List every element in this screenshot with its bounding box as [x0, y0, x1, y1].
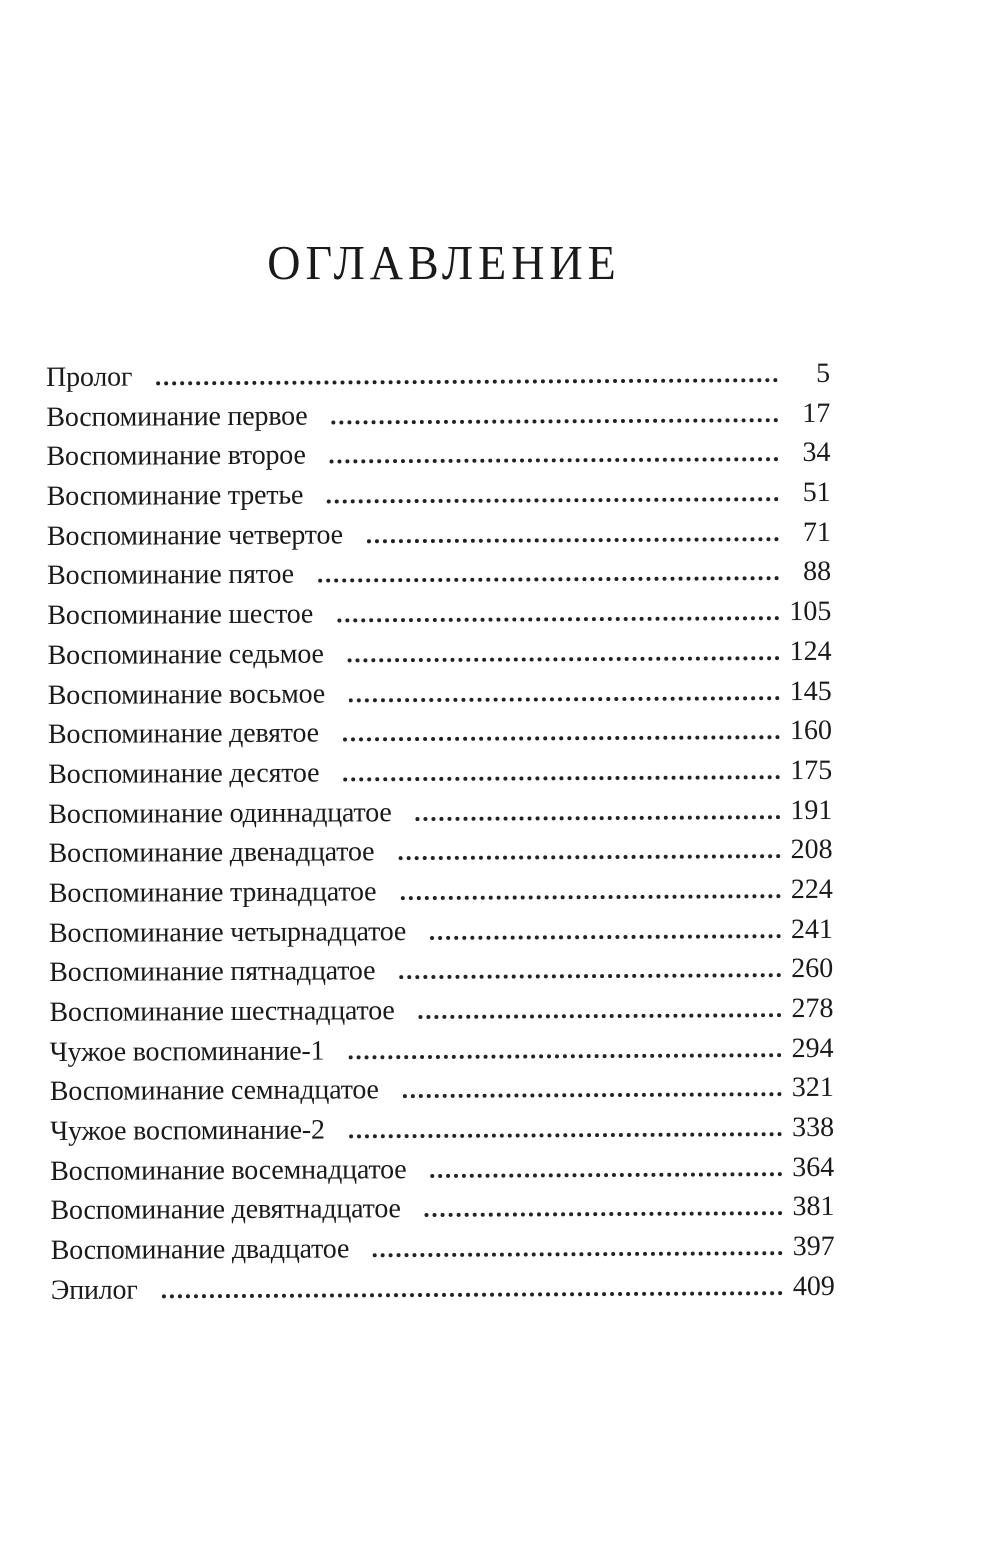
dot-leader: [399, 972, 781, 979]
toc-entry-label: Пролог: [46, 361, 133, 393]
dot-leader: [327, 496, 779, 503]
toc-entry-page-number: 321: [791, 1072, 834, 1104]
toc-entry: [46, 394, 830, 438]
toc-entry-label: Воспоминание третье: [46, 479, 304, 513]
toc-entry-page-number: 175: [790, 754, 833, 786]
toc-entry: [47, 592, 831, 636]
toc-entry-label: Воспоминание седьмое: [47, 638, 324, 671]
toc-entry: [48, 790, 832, 834]
toc-entry-label: Воспоминание семнадцатое: [49, 1074, 379, 1108]
dot-leader: [425, 1211, 783, 1218]
toc-entry: [49, 870, 833, 914]
toc-entry-label: Воспоминание восемнадцатое: [50, 1153, 407, 1187]
toc-entry: [48, 711, 832, 755]
toc-entry-label: Воспоминание двадцатое: [50, 1233, 350, 1267]
dot-leader: [349, 695, 780, 702]
toc-entry: [46, 354, 830, 398]
dot-leader: [349, 1131, 782, 1138]
toc-entry: [46, 433, 830, 477]
toc-entry: [49, 910, 833, 954]
toc-entry-page-number: 5: [816, 357, 831, 389]
toc-entry-label: Эпилог: [50, 1274, 138, 1306]
toc-entry: [50, 1068, 834, 1112]
toc-entry-page-number: 71: [802, 516, 832, 548]
toc-entry-label: Воспоминание четвертое: [46, 519, 343, 552]
table-of-contents: [46, 354, 835, 1311]
toc-entry-page-number: 241: [790, 913, 834, 945]
page-title: ОГЛАВЛЕНИЕ: [267, 235, 621, 290]
toc-entry-label: Воспоминание первое: [46, 400, 308, 433]
toc-entry-label: Воспоминание пятнадцатое: [49, 955, 376, 989]
toc-entry-label: Воспоминание шестое: [47, 598, 314, 632]
toc-entry-label: Воспоминание шестнадцатое: [49, 995, 395, 1028]
toc-entry-page-number: 105: [789, 596, 832, 628]
dot-leader: [330, 457, 779, 464]
dot-leader: [416, 814, 781, 821]
toc-entry: [51, 1267, 835, 1311]
dot-leader: [343, 734, 780, 741]
toc-entry-page-number: 160: [789, 715, 833, 747]
toc-entry-page-number: 224: [790, 873, 833, 906]
toc-entry: [48, 751, 832, 795]
dot-leader: [348, 1052, 781, 1059]
toc-entry-label: Воспоминание пятое: [47, 559, 294, 592]
toc-entry-page-number: 294: [791, 1032, 834, 1064]
dot-leader: [373, 1250, 783, 1257]
toc-entry-page-number: 409: [792, 1270, 835, 1302]
toc-entry-label: Воспоминание девятнадцатое: [50, 1193, 401, 1227]
toc-entry-label: Воспоминание десятое: [48, 757, 320, 790]
toc-entry: [51, 1227, 835, 1271]
toc-entry: [50, 1029, 834, 1073]
toc-entry: [47, 513, 831, 557]
toc-entry: [50, 1148, 834, 1192]
toc-entry: [49, 989, 833, 1033]
dot-leader: [318, 576, 779, 583]
toc-entry-label: Воспоминание второе: [46, 440, 306, 473]
toc-entry-page-number: 191: [790, 794, 833, 826]
toc-entry-page-number: 34: [802, 437, 831, 469]
toc-entry-page-number: 51: [802, 476, 831, 509]
toc-entry: [50, 1108, 834, 1152]
toc-entry: [47, 552, 831, 596]
toc-entry-label: Чужое воспоминание-1: [49, 1035, 325, 1068]
toc-entry-label: Воспоминание двенадцатое: [48, 836, 375, 870]
toc-entry-page-number: 381: [792, 1191, 835, 1223]
toc-entry-page-number: 260: [791, 953, 834, 985]
dot-leader: [430, 933, 781, 940]
toc-entry-label: Воспоминание девятое: [47, 717, 319, 751]
dot-leader: [332, 417, 779, 424]
dot-leader: [398, 853, 780, 860]
dot-leader: [343, 774, 780, 781]
dot-leader: [337, 615, 779, 622]
toc-entry-page-number: 338: [791, 1111, 835, 1144]
toc-entry-page-number: 88: [803, 556, 832, 588]
toc-entry-page-number: 208: [790, 834, 833, 866]
dot-leader: [367, 536, 779, 543]
dot-leader: [162, 1290, 783, 1298]
toc-entry: [48, 830, 832, 874]
toc-entry-page-number: 397: [792, 1231, 835, 1263]
toc-entry-page-number: 145: [789, 675, 832, 707]
toc-entry: [47, 473, 831, 517]
toc-entry-page-number: 124: [789, 635, 832, 667]
toc-entry-label: Воспоминание четырнадцатое: [48, 915, 407, 949]
toc-entry: [47, 632, 831, 676]
toc-entry: [48, 671, 832, 715]
dot-leader: [156, 377, 778, 385]
dot-leader: [348, 655, 780, 662]
toc-entry-page-number: 17: [802, 397, 831, 429]
dot-leader: [400, 893, 781, 900]
dot-leader: [430, 1171, 782, 1178]
toc-entry-label: Воспоминание одиннадцатое: [48, 796, 392, 830]
toc-entry-label: Воспоминание восьмое: [47, 678, 326, 711]
toc-entry-page-number: 364: [792, 1151, 835, 1183]
toc-entry-page-number: 278: [791, 992, 834, 1025]
toc-entry: [50, 1187, 834, 1231]
toc-entry-label: Чужое воспоминание-2: [49, 1114, 325, 1148]
toc-entry-label: Воспоминание тринадцатое: [48, 876, 377, 909]
dot-leader: [419, 1012, 782, 1019]
toc-entry: [49, 949, 833, 993]
dot-leader: [403, 1092, 782, 1099]
